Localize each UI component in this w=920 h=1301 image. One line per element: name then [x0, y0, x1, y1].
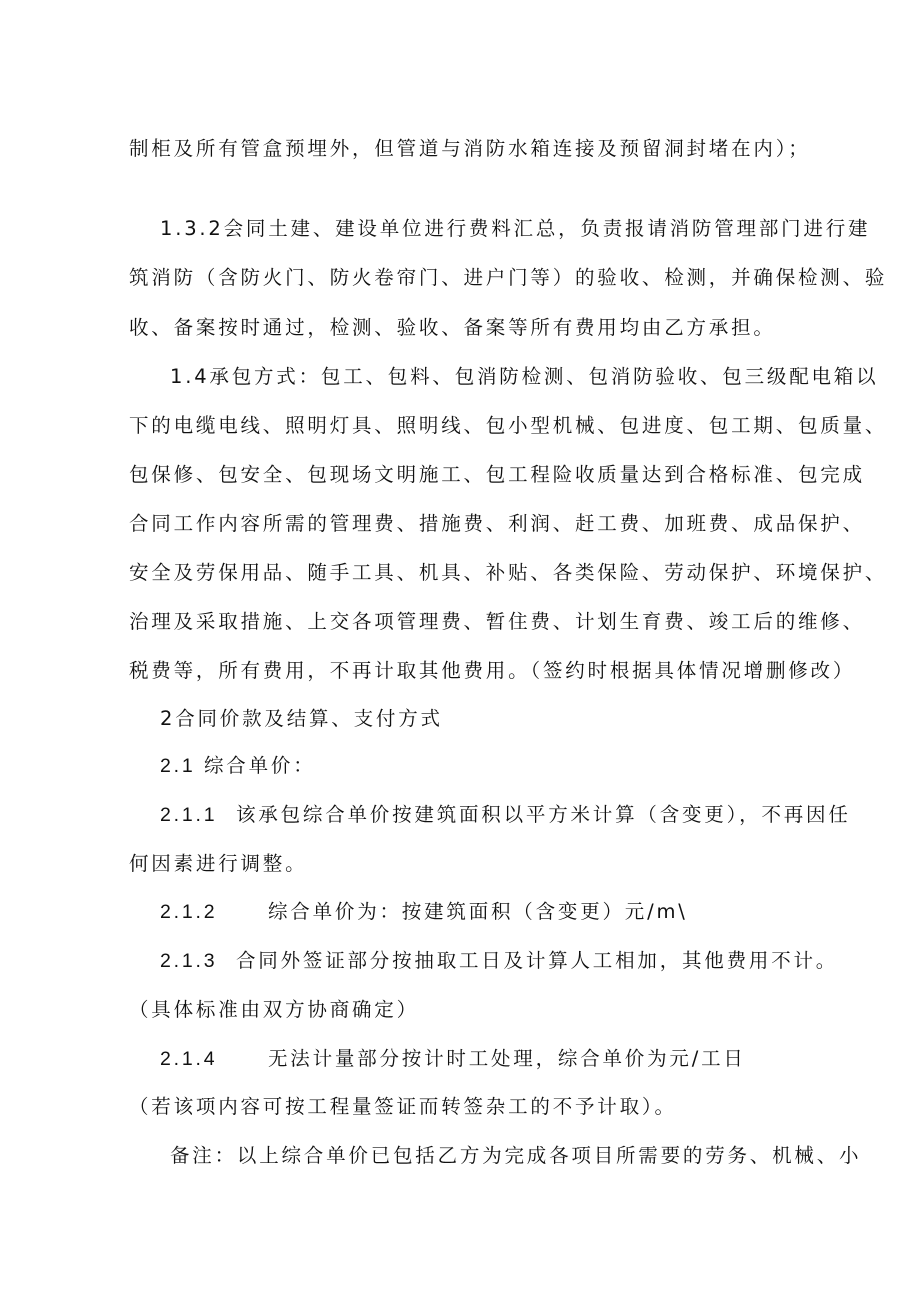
- clause-number: 2.1.4: [160, 1048, 218, 1070]
- paragraph-line: 收、备案按时通过，检测、验收、备案等所有费用均由乙方承担。: [129, 316, 776, 339]
- section-heading: 2合同价款及结算、支付方式: [160, 707, 443, 730]
- clause-number: 2.1.2: [160, 901, 218, 923]
- paragraph-line: （具体标准由双方协商确定）: [129, 998, 419, 1021]
- clause-number: 2.1.3: [160, 950, 218, 972]
- paragraph-line: 下的电缆电线、照明灯具、照明线、包小型机械、包进度、包工期、包质量、: [129, 414, 888, 437]
- paragraph-line: 制柜及所有管盒预埋外，但管道与消防水箱连接及预留洞封堵在内）；: [129, 137, 811, 160]
- clause-text: 该承包综合单价按建筑面积以平方米计算（含变更），不再因任: [236, 803, 851, 826]
- paragraph-line: 包保修、包安全、包现场文明施工、包工程险收质量达到合格标准、包完成: [129, 463, 865, 486]
- clause-text: 无法计量部分按计时工处理，综合单价为元/工日: [268, 1047, 746, 1070]
- paragraph-line: 何因素进行调整。: [129, 852, 308, 875]
- paragraph-line: 税费等，所有费用，不再计取其他费用。（签约时根据具体情况增删修改）: [129, 659, 856, 682]
- clause-number: 2.1: [160, 755, 196, 777]
- clause-text: 合同外签证部分按抽取工日及计算人工相加，其他费用不计。: [236, 949, 839, 972]
- paragraph-line: 治理及采取措施、上交各项管理费、暂住费、计划生育费、竣工后的维修、: [129, 610, 865, 633]
- paragraph-line: 筑消防（含防火门、防火卷帘门、进户门等）的验收、检测，并确保检测、验: [129, 266, 888, 289]
- paragraph-line: 1.3.2会同土建、建设单位进行费料汇总，负责报请消防管理部门进行建: [160, 217, 871, 240]
- paragraph-line: 安全及劳保用品、随手工具、机具、补贴、各类保险、劳动保护、环境保护、: [129, 561, 888, 584]
- clause-text: 综合单价：: [204, 754, 316, 777]
- paragraph-line: （若该项内容可按工程量签证而转签杂工的不予计取）。: [129, 1095, 677, 1118]
- note-line: 备注：以上综合单价已包括乙方为完成各项目所需要的劳务、机械、小: [170, 1144, 862, 1167]
- paragraph-line: 合同工作内容所需的管理费、措施费、利润、赶工费、加班费、成品保护、: [129, 512, 865, 535]
- paragraph-line: 1.4承包方式：包工、包料、包消防检测、包消防验收、包三级配电箱以: [170, 365, 879, 388]
- clause-text: 综合单价为：按建筑面积（含变更）元/m\: [268, 900, 688, 923]
- clause-number: 2.1.1: [160, 804, 218, 826]
